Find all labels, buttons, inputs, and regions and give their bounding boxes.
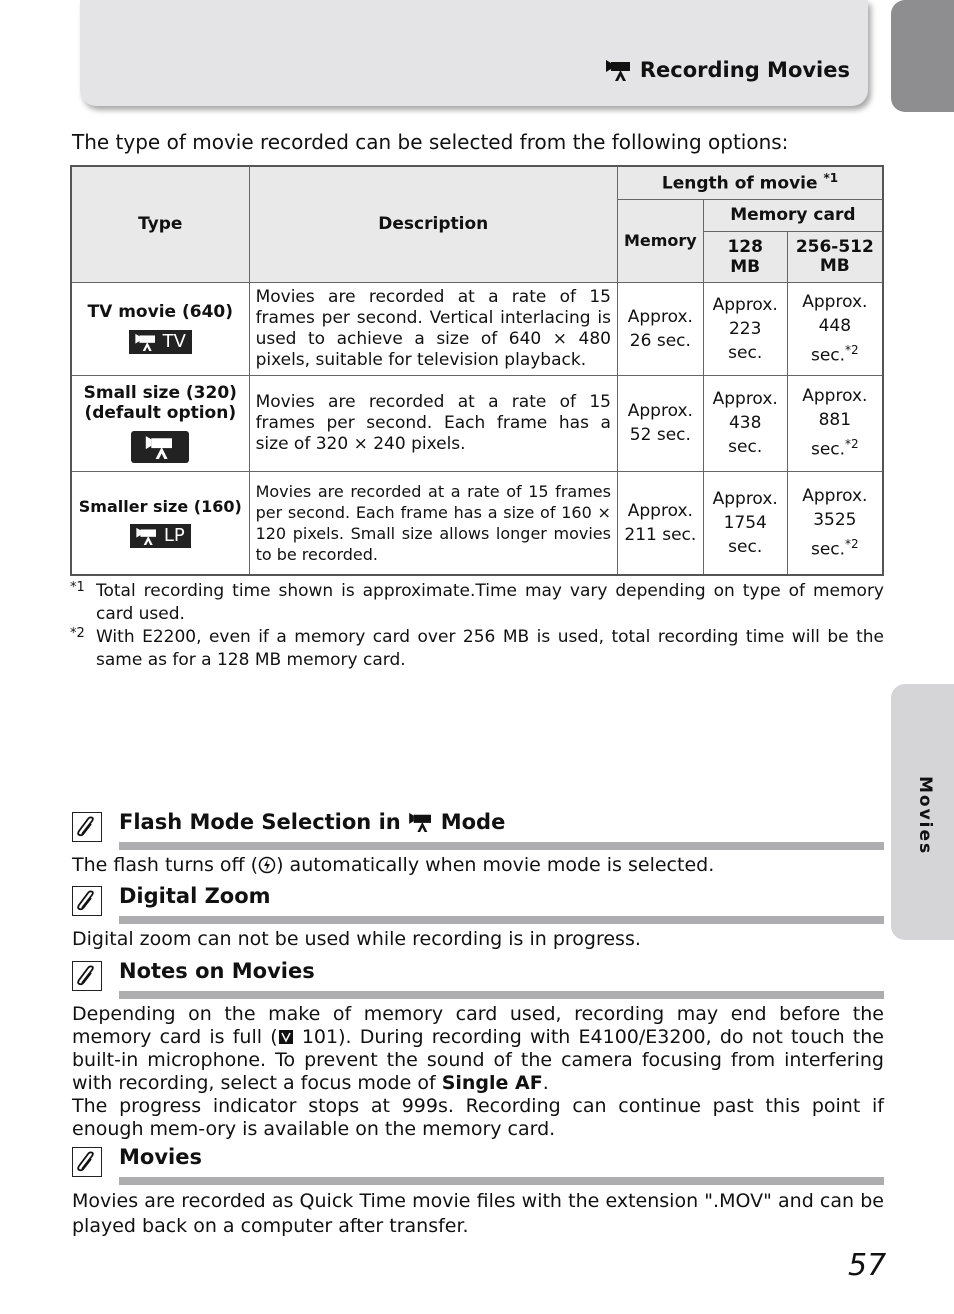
movie-camera-icon bbox=[606, 59, 632, 81]
description-cell: Movies are recorded at a rate of 15 frames per second. Vertical interlacing is used to achieve a size of 640 × 480 pixels, suitable for television playback. bbox=[249, 282, 617, 375]
paperclip-note-icon bbox=[72, 812, 102, 842]
side-tab-label: Movies bbox=[915, 776, 935, 856]
note-body-2: The progress indicator stops at 999s. Recording can continue past this point if enough mem-ory is available on the memory card. bbox=[72, 1095, 884, 1140]
note-divider bbox=[119, 991, 884, 999]
note-notes-on-movies bbox=[72, 951, 884, 1141]
col-description-header: Description bbox=[249, 166, 617, 282]
col-128mb-header: 128 MB bbox=[703, 231, 787, 282]
col-256mb-header: 256-512 MB bbox=[787, 231, 883, 282]
col-memory-header: Memory bbox=[617, 199, 703, 282]
note-body: Digital zoom can not be used while recording is in progress. bbox=[72, 928, 641, 950]
flash-off-icon bbox=[258, 856, 276, 874]
note-title: Movies bbox=[119, 1145, 202, 1169]
description-cell: Movies are recorded at a rate of 15 frames per second. Each frame has a size of 320 × 240 pixels. bbox=[249, 375, 617, 471]
mb128-cell: Approx. 223 sec. bbox=[703, 282, 787, 375]
col-memory-card-header: Memory card bbox=[703, 199, 883, 231]
chapter-tab-top bbox=[891, 0, 954, 112]
note-divider bbox=[119, 1177, 884, 1185]
mb256-cell: Approx. 3525 sec.$^{*2}$ bbox=[787, 471, 883, 575]
note-digital-zoom bbox=[72, 876, 884, 951]
footnote-2: *2 With E2200, even if a memory card over 256 MB is used, total recording time will be the same as for a 128 MB memory card. bbox=[70, 626, 884, 670]
col-type-header: Type bbox=[71, 166, 249, 282]
mb128-cell: Approx. 1754 sec. bbox=[703, 471, 787, 575]
movie-options-table bbox=[70, 165, 884, 576]
table-row bbox=[71, 471, 883, 575]
note-flash-mode bbox=[72, 802, 884, 877]
note-title: Digital Zoom bbox=[119, 884, 271, 908]
lp-movie-mode-icon: LP bbox=[130, 524, 191, 548]
memory-cell: Approx. 26 sec. bbox=[617, 282, 703, 375]
movie-camera-icon bbox=[409, 812, 433, 832]
page-header-title bbox=[606, 58, 850, 82]
type-cell: TV movie (640) TV bbox=[71, 282, 249, 375]
header-title-text: Recording Movies bbox=[639, 58, 850, 82]
small-movie-mode-icon bbox=[131, 431, 189, 463]
intro-text: The type of movie recorded can be selected from the following options: bbox=[72, 130, 789, 154]
mb256-cell: Approx. 881 sec.$^{*2}$ bbox=[787, 375, 883, 471]
memory-cell: Approx. 52 sec. bbox=[617, 375, 703, 471]
paperclip-note-icon bbox=[72, 961, 102, 991]
table-row bbox=[71, 375, 883, 471]
note-title: Flash Mode Selection in Mode bbox=[119, 810, 506, 834]
note-title: Notes on Movies bbox=[119, 959, 315, 983]
page-reference-icon bbox=[278, 1029, 294, 1045]
note-divider bbox=[119, 916, 884, 924]
paperclip-note-icon bbox=[72, 886, 102, 916]
note-body: The flash turns off ( ) automatically when movie mode is selected. bbox=[72, 854, 715, 876]
mb128-cell: Approx. 438 sec. bbox=[703, 375, 787, 471]
footnote-1: *1 Total recording time shown is approximate.Time may vary depending on type of memory card used. bbox=[70, 580, 884, 624]
mb256-cell: Approx. 448 sec.$^{*2}$ bbox=[787, 282, 883, 375]
description-cell: Movies are recorded at a rate of 15 frames per second. Each frame has a size of 160 × 120 pixels. Small size allows longer movies to be recorded. bbox=[249, 471, 617, 575]
col-length-header: Length of movie $^{*1}$ bbox=[617, 166, 883, 199]
note-movies bbox=[72, 1137, 884, 1239]
note-body: Movies are recorded as Quick Time movie files with the extension ".MOV" and can be played back on a computer after transfer. bbox=[72, 1190, 884, 1237]
note-divider bbox=[119, 842, 884, 850]
paperclip-note-icon bbox=[72, 1147, 102, 1177]
header-box bbox=[80, 0, 868, 106]
note-body: Depending on the make of memory card used, recording may end before the memory card is full ( 101). During recording with E4100/E3200, do not touch the built-in microphone. To prevent the sound of the camera focusing from interfering with recording, select a focus mode of Single AF. bbox=[72, 1003, 884, 1094]
table-row bbox=[71, 282, 883, 375]
footnotes bbox=[70, 580, 884, 672]
type-cell: Small size (320) (default option) bbox=[71, 375, 249, 471]
memory-cell: Approx. 211 sec. bbox=[617, 471, 703, 575]
type-cell: Smaller size (160) LP bbox=[71, 471, 249, 575]
page-number: 57 bbox=[848, 1248, 887, 1283]
tv-movie-mode-icon: TV bbox=[129, 330, 192, 354]
